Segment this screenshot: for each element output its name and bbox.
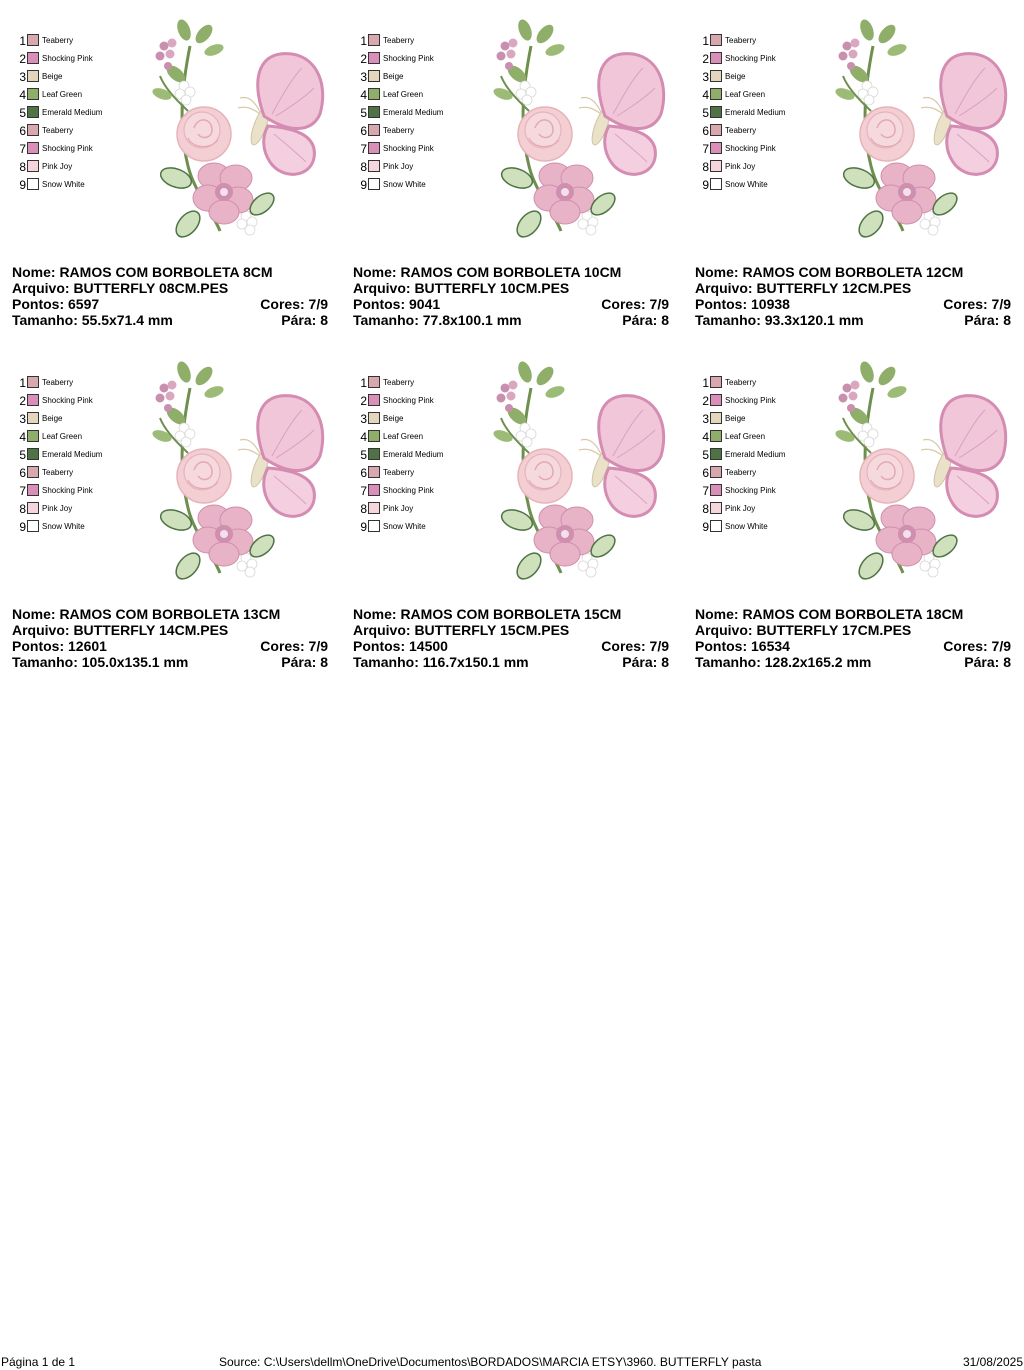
legend-row xyxy=(16,519,136,537)
legend-row xyxy=(699,141,819,159)
legend-row xyxy=(16,51,136,69)
color-name: Shocking Pink xyxy=(42,396,93,405)
color-number: 6 xyxy=(19,124,26,138)
legend-row xyxy=(16,159,136,177)
embroidery-design-preview xyxy=(825,358,1015,588)
stop-count: Pára: 8 xyxy=(622,654,669,670)
legend-row xyxy=(16,483,136,501)
stitch-count: Pontos: 6597 xyxy=(12,296,100,312)
design-file: Arquivo: BUTTERFLY 15CM.PES xyxy=(353,622,570,638)
color-name: Shocking Pink xyxy=(42,54,93,63)
color-swatch xyxy=(27,430,39,442)
design-image xyxy=(142,358,332,588)
design-size: Tamanho: 93.3x120.1 mm xyxy=(695,312,864,328)
legend-row xyxy=(357,483,477,501)
legend-row xyxy=(357,465,477,483)
design-name: Nome: RAMOS COM BORBOLETA 8CM xyxy=(12,264,273,280)
color-swatch xyxy=(27,142,39,154)
legend-row xyxy=(699,411,819,429)
color-number: 4 xyxy=(702,430,709,444)
color-name: Shocking Pink xyxy=(42,144,93,153)
embroidery-design-preview xyxy=(825,16,1015,246)
legend-row xyxy=(357,51,477,69)
color-number: 9 xyxy=(19,520,26,534)
color-number: 8 xyxy=(19,160,26,174)
color-swatch xyxy=(368,34,380,46)
color-swatch xyxy=(27,376,39,388)
color-name: Shocking Pink xyxy=(725,396,776,405)
color-number: 2 xyxy=(19,52,26,66)
legend-row xyxy=(357,87,477,105)
legend-row xyxy=(16,69,136,87)
color-swatch xyxy=(710,448,722,460)
design-info xyxy=(353,264,669,328)
design-card xyxy=(695,348,1011,670)
legend-row xyxy=(357,105,477,123)
color-swatch xyxy=(27,484,39,496)
legend-row xyxy=(699,123,819,141)
color-swatch xyxy=(368,160,380,172)
color-swatch xyxy=(710,88,722,100)
legend-row xyxy=(357,177,477,195)
color-name: Teaberry xyxy=(42,126,74,135)
color-number: 3 xyxy=(19,412,26,426)
thread-color-legend xyxy=(16,375,136,537)
color-name: Beige xyxy=(42,414,63,423)
legend-row xyxy=(699,393,819,411)
color-number: 5 xyxy=(19,106,26,120)
design-size: Tamanho: 105.0x135.1 mm xyxy=(12,654,189,670)
color-name: Teaberry xyxy=(383,126,415,135)
color-swatch xyxy=(710,430,722,442)
legend-row xyxy=(16,501,136,519)
color-swatch xyxy=(27,502,39,514)
color-number: 2 xyxy=(702,394,709,408)
color-name: Shocking Pink xyxy=(725,144,776,153)
stitch-count: Pontos: 10938 xyxy=(695,296,790,312)
color-name: Shocking Pink xyxy=(42,486,93,495)
color-swatch xyxy=(368,178,380,190)
color-name: Pink Joy xyxy=(383,504,414,513)
color-number: 5 xyxy=(360,106,367,120)
color-name: Pink Joy xyxy=(383,162,414,171)
color-swatch xyxy=(368,520,380,532)
design-name: Nome: RAMOS COM BORBOLETA 10CM xyxy=(353,264,622,280)
legend-row xyxy=(699,177,819,195)
color-swatch xyxy=(27,70,39,82)
color-number: 1 xyxy=(360,34,367,48)
color-swatch xyxy=(368,412,380,424)
legend-row xyxy=(16,411,136,429)
color-swatch xyxy=(27,520,39,532)
color-swatch xyxy=(368,430,380,442)
color-name: Leaf Green xyxy=(383,90,424,99)
color-swatch xyxy=(27,106,39,118)
color-name: Emerald Medium xyxy=(725,450,786,459)
color-number: 4 xyxy=(360,88,367,102)
design-file: Arquivo: BUTTERFLY 17CM.PES xyxy=(695,622,912,638)
color-count: Cores: 7/9 xyxy=(601,638,669,654)
color-count: Cores: 7/9 xyxy=(601,296,669,312)
color-swatch xyxy=(368,466,380,478)
color-name: Leaf Green xyxy=(725,90,766,99)
color-number: 3 xyxy=(360,412,367,426)
legend-row xyxy=(699,87,819,105)
color-swatch xyxy=(710,160,722,172)
legend-row xyxy=(357,501,477,519)
color-number: 9 xyxy=(702,520,709,534)
legend-row xyxy=(16,429,136,447)
legend-row xyxy=(357,159,477,177)
color-swatch xyxy=(368,484,380,496)
legend-row xyxy=(16,177,136,195)
design-card xyxy=(353,6,669,328)
color-swatch xyxy=(27,124,39,136)
design-card xyxy=(353,348,669,670)
color-number: 2 xyxy=(19,394,26,408)
design-file: Arquivo: BUTTERFLY 14CM.PES xyxy=(12,622,229,638)
design-name: Nome: RAMOS COM BORBOLETA 15CM xyxy=(353,606,622,622)
color-number: 7 xyxy=(360,142,367,156)
color-number: 1 xyxy=(19,376,26,390)
page-footer xyxy=(0,1354,1024,1370)
color-number: 9 xyxy=(360,520,367,534)
color-name: Beige xyxy=(383,72,404,81)
color-name: Teaberry xyxy=(42,36,74,45)
color-swatch xyxy=(27,412,39,424)
color-number: 1 xyxy=(19,34,26,48)
color-name: Leaf Green xyxy=(725,432,766,441)
color-name: Snow White xyxy=(42,180,85,189)
color-count: Cores: 7/9 xyxy=(943,638,1011,654)
print-date: 31/08/2025 xyxy=(962,1355,1023,1369)
color-number: 9 xyxy=(19,178,26,192)
design-file: Arquivo: BUTTERFLY 08CM.PES xyxy=(12,280,229,296)
color-number: 7 xyxy=(702,484,709,498)
color-name: Shocking Pink xyxy=(383,54,434,63)
color-name: Shocking Pink xyxy=(383,486,434,495)
design-card xyxy=(695,6,1011,328)
legend-row xyxy=(699,105,819,123)
design-file: Arquivo: BUTTERFLY 10CM.PES xyxy=(353,280,570,296)
color-name: Emerald Medium xyxy=(42,108,103,117)
color-name: Beige xyxy=(383,414,404,423)
color-name: Snow White xyxy=(383,522,426,531)
color-swatch xyxy=(368,70,380,82)
color-swatch xyxy=(710,178,722,190)
legend-row xyxy=(357,519,477,537)
color-number: 3 xyxy=(702,70,709,84)
color-number: 6 xyxy=(702,124,709,138)
legend-row xyxy=(699,33,819,51)
color-number: 8 xyxy=(19,502,26,516)
color-number: 2 xyxy=(702,52,709,66)
color-name: Emerald Medium xyxy=(383,108,444,117)
color-name: Beige xyxy=(42,72,63,81)
legend-row xyxy=(699,519,819,537)
color-number: 3 xyxy=(360,70,367,84)
legend-row xyxy=(16,447,136,465)
design-name: Nome: RAMOS COM BORBOLETA 18CM xyxy=(695,606,964,622)
legend-row xyxy=(357,375,477,393)
color-swatch xyxy=(710,394,722,406)
design-file: Arquivo: BUTTERFLY 12CM.PES xyxy=(695,280,912,296)
color-swatch xyxy=(27,52,39,64)
stitch-count: Pontos: 9041 xyxy=(353,296,441,312)
color-number: 7 xyxy=(19,484,26,498)
design-card xyxy=(12,348,328,670)
legend-row xyxy=(699,51,819,69)
color-swatch xyxy=(710,520,722,532)
legend-row xyxy=(699,465,819,483)
color-name: Snow White xyxy=(725,522,768,531)
design-size: Tamanho: 116.7x150.1 mm xyxy=(353,654,529,670)
legend-row xyxy=(16,393,136,411)
design-image xyxy=(142,16,332,246)
legend-row xyxy=(16,87,136,105)
color-swatch xyxy=(710,502,722,514)
color-swatch xyxy=(710,124,722,136)
color-number: 6 xyxy=(702,466,709,480)
color-name: Leaf Green xyxy=(42,90,83,99)
color-number: 5 xyxy=(360,448,367,462)
color-number: 4 xyxy=(360,430,367,444)
color-swatch xyxy=(368,106,380,118)
color-swatch xyxy=(710,106,722,118)
color-number: 6 xyxy=(360,124,367,138)
legend-row xyxy=(357,123,477,141)
color-number: 3 xyxy=(19,70,26,84)
color-name: Emerald Medium xyxy=(42,450,103,459)
color-swatch xyxy=(368,376,380,388)
legend-row xyxy=(16,465,136,483)
stop-count: Pára: 8 xyxy=(281,312,328,328)
color-name: Shocking Pink xyxy=(725,54,776,63)
legend-row xyxy=(357,429,477,447)
color-swatch xyxy=(368,448,380,460)
stop-count: Pára: 8 xyxy=(964,312,1011,328)
color-number: 4 xyxy=(702,88,709,102)
design-info xyxy=(353,606,669,670)
color-number: 1 xyxy=(702,376,709,390)
color-number: 6 xyxy=(360,466,367,480)
thread-color-legend xyxy=(357,33,477,195)
source-path: Source: C:\Users\dellm\OneDrive\Documentos\BORDADOS\MARCIA ETSY\3960. BUTTERFLY pasta xyxy=(219,1355,762,1369)
color-number: 7 xyxy=(360,484,367,498)
color-name: Teaberry xyxy=(383,468,415,477)
color-swatch xyxy=(27,178,39,190)
color-name: Teaberry xyxy=(725,126,757,135)
thread-color-legend xyxy=(699,375,819,537)
color-name: Teaberry xyxy=(42,468,74,477)
legend-row xyxy=(357,393,477,411)
color-name: Leaf Green xyxy=(42,432,83,441)
color-number: 4 xyxy=(19,88,26,102)
design-info xyxy=(695,264,1011,328)
color-name: Teaberry xyxy=(725,468,757,477)
color-name: Snow White xyxy=(42,522,85,531)
color-swatch xyxy=(368,502,380,514)
color-name: Beige xyxy=(725,72,746,81)
color-count: Cores: 7/9 xyxy=(260,638,328,654)
legend-row xyxy=(699,429,819,447)
legend-row xyxy=(357,411,477,429)
design-image xyxy=(825,358,1015,588)
legend-row xyxy=(357,33,477,51)
color-number: 9 xyxy=(702,178,709,192)
page-number: Página 1 de 1 xyxy=(1,1355,76,1369)
design-size: Tamanho: 77.8x100.1 mm xyxy=(353,312,522,328)
color-swatch xyxy=(368,142,380,154)
color-name: Pink Joy xyxy=(725,162,756,171)
color-number: 8 xyxy=(702,160,709,174)
color-number: 3 xyxy=(702,412,709,426)
design-name: Nome: RAMOS COM BORBOLETA 13CM xyxy=(12,606,281,622)
color-swatch xyxy=(710,52,722,64)
color-number: 6 xyxy=(19,466,26,480)
embroidery-design-preview xyxy=(142,16,332,246)
color-name: Beige xyxy=(725,414,746,423)
color-swatch xyxy=(27,466,39,478)
design-info xyxy=(12,606,328,670)
legend-row xyxy=(699,375,819,393)
color-swatch xyxy=(368,394,380,406)
color-number: 5 xyxy=(19,448,26,462)
color-number: 8 xyxy=(702,502,709,516)
color-number: 7 xyxy=(702,142,709,156)
legend-row xyxy=(16,33,136,51)
design-card xyxy=(12,6,328,328)
color-count: Cores: 7/9 xyxy=(260,296,328,312)
color-number: 9 xyxy=(360,178,367,192)
stitch-count: Pontos: 14500 xyxy=(353,638,448,654)
color-number: 2 xyxy=(360,394,367,408)
color-number: 5 xyxy=(702,448,709,462)
design-info xyxy=(695,606,1011,670)
color-name: Pink Joy xyxy=(42,504,73,513)
color-swatch xyxy=(27,160,39,172)
color-swatch xyxy=(710,412,722,424)
thread-color-legend xyxy=(357,375,477,537)
color-name: Shocking Pink xyxy=(383,396,434,405)
legend-row xyxy=(357,69,477,87)
color-name: Snow White xyxy=(383,180,426,189)
color-swatch xyxy=(710,34,722,46)
stop-count: Pára: 8 xyxy=(281,654,328,670)
stop-count: Pára: 8 xyxy=(964,654,1011,670)
color-number: 4 xyxy=(19,430,26,444)
color-number: 2 xyxy=(360,52,367,66)
color-name: Snow White xyxy=(725,180,768,189)
legend-row xyxy=(357,447,477,465)
design-image xyxy=(483,16,673,246)
color-swatch xyxy=(710,142,722,154)
legend-row xyxy=(699,159,819,177)
design-image xyxy=(483,358,673,588)
color-number: 1 xyxy=(702,34,709,48)
legend-row xyxy=(16,141,136,159)
legend-row xyxy=(16,375,136,393)
design-image xyxy=(825,16,1015,246)
color-number: 8 xyxy=(360,160,367,174)
color-name: Teaberry xyxy=(383,378,415,387)
color-swatch xyxy=(27,448,39,460)
color-swatch xyxy=(368,124,380,136)
stitch-count: Pontos: 12601 xyxy=(12,638,107,654)
color-number: 8 xyxy=(360,502,367,516)
color-name: Teaberry xyxy=(383,36,415,45)
design-size: Tamanho: 55.5x71.4 mm xyxy=(12,312,173,328)
color-swatch xyxy=(27,88,39,100)
color-name: Pink Joy xyxy=(42,162,73,171)
color-swatch xyxy=(710,484,722,496)
stitch-count: Pontos: 16534 xyxy=(695,638,790,654)
design-info xyxy=(12,264,328,328)
color-swatch xyxy=(27,34,39,46)
color-name: Pink Joy xyxy=(725,504,756,513)
legend-row xyxy=(16,123,136,141)
embroidery-design-preview xyxy=(483,358,673,588)
color-name: Emerald Medium xyxy=(383,450,444,459)
thread-color-legend xyxy=(699,33,819,195)
design-size: Tamanho: 128.2x165.2 mm xyxy=(695,654,872,670)
color-name: Teaberry xyxy=(725,36,757,45)
legend-row xyxy=(16,105,136,123)
color-swatch xyxy=(710,376,722,388)
color-name: Emerald Medium xyxy=(725,108,786,117)
embroidery-design-preview xyxy=(142,358,332,588)
color-number: 7 xyxy=(19,142,26,156)
thread-color-legend xyxy=(16,33,136,195)
color-swatch xyxy=(710,70,722,82)
color-number: 5 xyxy=(702,106,709,120)
color-name: Teaberry xyxy=(42,378,74,387)
legend-row xyxy=(699,69,819,87)
color-swatch xyxy=(368,88,380,100)
color-name: Shocking Pink xyxy=(725,486,776,495)
legend-row xyxy=(699,447,819,465)
color-name: Shocking Pink xyxy=(383,144,434,153)
color-swatch xyxy=(368,52,380,64)
color-number: 1 xyxy=(360,376,367,390)
stop-count: Pára: 8 xyxy=(622,312,669,328)
color-name: Teaberry xyxy=(725,378,757,387)
legend-row xyxy=(357,141,477,159)
color-name: Leaf Green xyxy=(383,432,424,441)
color-count: Cores: 7/9 xyxy=(943,296,1011,312)
embroidery-design-preview xyxy=(483,16,673,246)
color-swatch xyxy=(27,394,39,406)
color-swatch xyxy=(710,466,722,478)
legend-row xyxy=(699,501,819,519)
design-name: Nome: RAMOS COM BORBOLETA 12CM xyxy=(695,264,964,280)
legend-row xyxy=(699,483,819,501)
